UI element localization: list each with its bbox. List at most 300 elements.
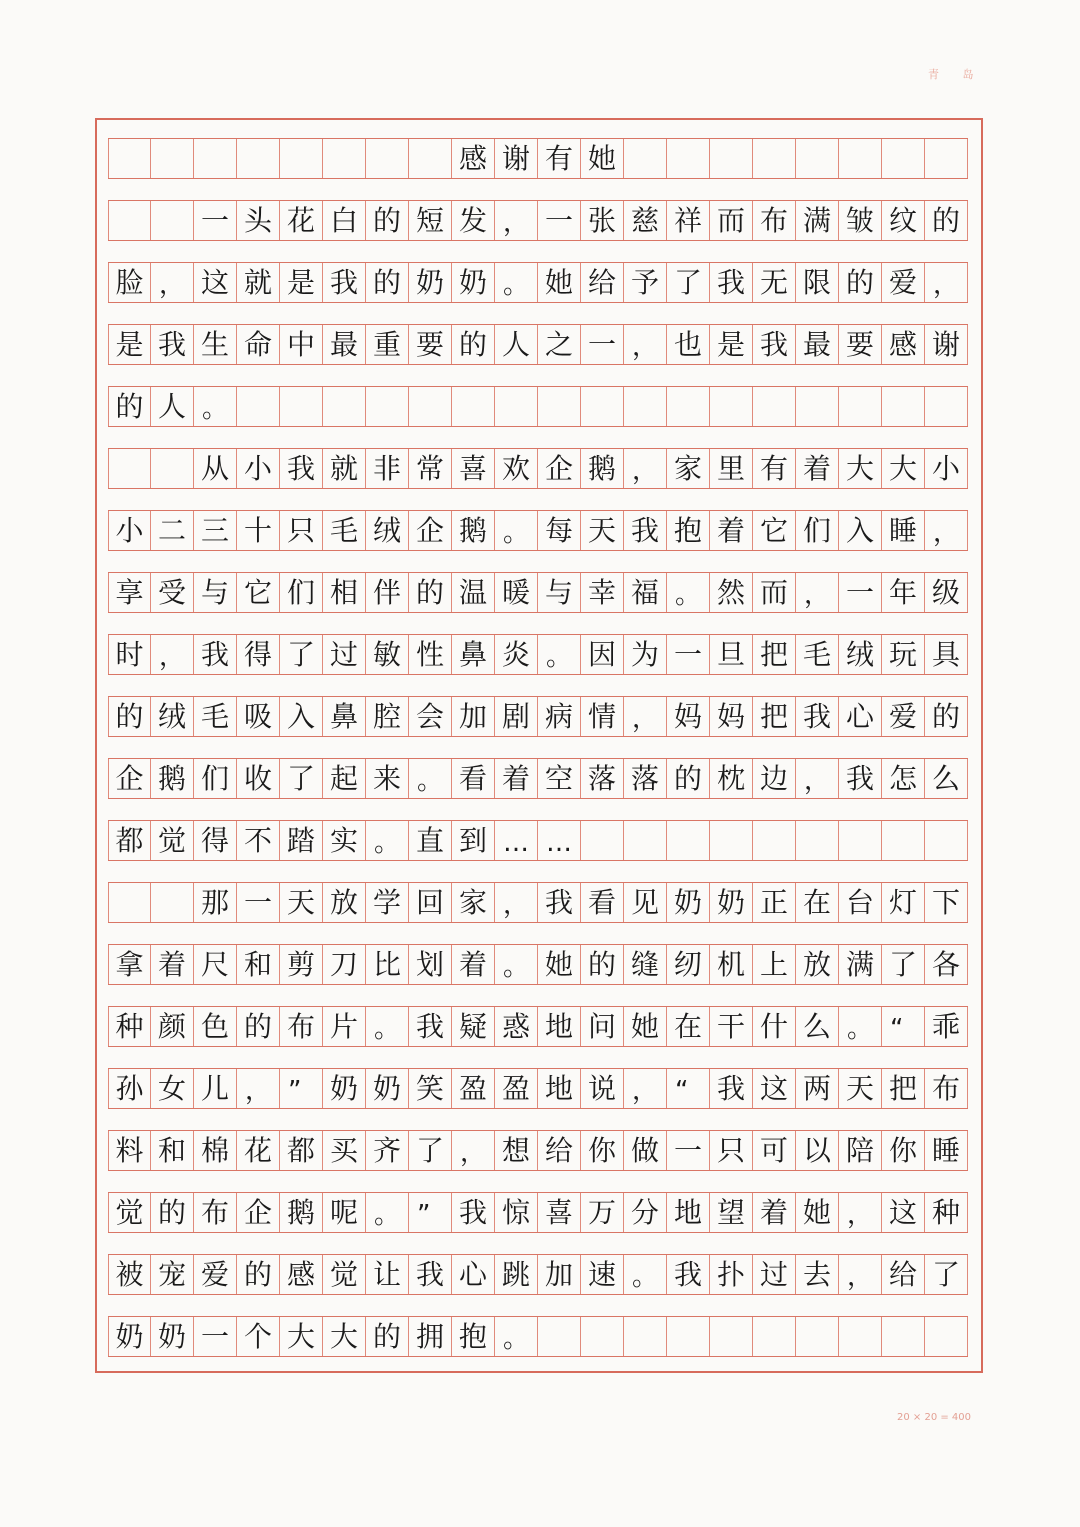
grid-cell: 感 (882, 325, 925, 364)
grid-cell (796, 387, 839, 426)
grid-cell: 得 (194, 821, 237, 860)
grid-cell: 只 (280, 511, 323, 550)
grid-cell: 的 (839, 263, 882, 302)
grid-cell: 爱 (194, 1255, 237, 1294)
grid-cell (882, 387, 925, 426)
grid-cell: 欢 (495, 449, 538, 488)
grid-cell: 从 (194, 449, 237, 488)
grid-cell: 每 (538, 511, 581, 550)
grid-cell: 具 (925, 635, 968, 674)
grid-cell: 病 (538, 697, 581, 736)
grid-cell: 。 (495, 511, 538, 550)
grid-cell: 想 (495, 1131, 538, 1170)
grid-cell: 一 (581, 325, 624, 364)
grid-cell: 是 (710, 325, 753, 364)
grid-cell: 大 (323, 1317, 366, 1356)
grid-cell: 说 (581, 1069, 624, 1108)
grid-cell: 满 (839, 945, 882, 984)
grid-cell: 布 (925, 1069, 968, 1108)
grid-cell: 空 (538, 759, 581, 798)
grid-cell: 腔 (366, 697, 409, 736)
grid-cell: 着 (710, 511, 753, 550)
grid-cell: 觉 (108, 1193, 151, 1232)
text-row (108, 1006, 968, 1047)
grid-cell: 性 (409, 635, 452, 674)
grid-cell: 盈 (452, 1069, 495, 1108)
grid-cell: 都 (280, 1131, 323, 1170)
grid-cell: 。 (624, 1255, 667, 1294)
text-row (108, 758, 968, 799)
grid-cell: 着 (452, 945, 495, 984)
grid-cell: 大 (839, 449, 882, 488)
grid-cell: 不 (237, 821, 280, 860)
grid-cell (538, 1317, 581, 1356)
text-row (108, 572, 968, 613)
grid-cell: 。 (495, 1317, 538, 1356)
grid-cell: 的 (366, 1317, 409, 1356)
grid-cell: 生 (194, 325, 237, 364)
grid-cell (581, 387, 624, 426)
title-row (108, 138, 968, 179)
grid-cell: 家 (452, 883, 495, 922)
grid-cell: ” (280, 1069, 323, 1108)
grid-cell: 在 (796, 883, 839, 922)
grid-cell: 级 (925, 573, 968, 612)
grid-cell: 敏 (366, 635, 409, 674)
grid-cell: 祥 (667, 201, 710, 240)
grid-cell: 绒 (366, 511, 409, 550)
grid-cell: 棉 (194, 1131, 237, 1170)
grid-cell: 踏 (280, 821, 323, 860)
grid-cell: 人 (151, 387, 194, 426)
grid-cell: 入 (280, 697, 323, 736)
grid-cell: 下 (925, 883, 968, 922)
grid-cell: 非 (366, 449, 409, 488)
grid-cell: 。 (366, 821, 409, 860)
grid-cell: 你 (882, 1131, 925, 1170)
grid-cell: 的 (366, 263, 409, 302)
grid-cell: 企 (237, 1193, 280, 1232)
grid-cell: 颜 (151, 1007, 194, 1046)
grid-cell: 企 (538, 449, 581, 488)
grid-cell: 和 (151, 1131, 194, 1170)
grid-cell: 了 (280, 635, 323, 674)
grid-cell: 拿 (108, 945, 151, 984)
grid-cell: 正 (753, 883, 796, 922)
grid-cell: 心 (839, 697, 882, 736)
grid-cell: ， (495, 883, 538, 922)
grid-cell: 个 (237, 1317, 280, 1356)
grid-cell (753, 1317, 796, 1356)
grid-cell: 常 (409, 449, 452, 488)
grid-cell: 的 (452, 325, 495, 364)
grid-cell (108, 139, 151, 178)
grid-cell: 。 (366, 1193, 409, 1232)
grid-cell: 相 (323, 573, 366, 612)
grid-cell: 妈 (710, 697, 753, 736)
grid-cell: 加 (538, 1255, 581, 1294)
grid-cell: 了 (882, 945, 925, 984)
grid-cell: 的 (108, 387, 151, 426)
grid-cell: 温 (452, 573, 495, 612)
grid-cell (108, 201, 151, 240)
grid-cell: 过 (323, 635, 366, 674)
text-row (108, 820, 968, 861)
grid-cell: 把 (753, 635, 796, 674)
grid-cell: 最 (796, 325, 839, 364)
grid-cell: 直 (409, 821, 452, 860)
grid-cell: 她 (538, 263, 581, 302)
grid-cell: 起 (323, 759, 366, 798)
grid-cell: 鼻 (452, 635, 495, 674)
grid-cell: 灯 (882, 883, 925, 922)
grid-cell (624, 821, 667, 860)
grid-cell: 望 (710, 1193, 753, 1232)
grid-cell: 片 (323, 1007, 366, 1046)
grid-cell: 时 (108, 635, 151, 674)
grid-cell: 是 (108, 325, 151, 364)
grid-cell: 怎 (882, 759, 925, 798)
grid-cell: 比 (366, 945, 409, 984)
grid-cell: 福 (624, 573, 667, 612)
grid-cell: ， (925, 263, 968, 302)
grid-cell: 吸 (237, 697, 280, 736)
grid-cell: 一 (667, 1131, 710, 1170)
grid-count-label: 20 × 20 = 400 (897, 1412, 972, 1423)
grid-cell: ， (624, 1069, 667, 1108)
grid-cell: 小 (925, 449, 968, 488)
grid-cell: 疑 (452, 1007, 495, 1046)
grid-cell: 奶 (108, 1317, 151, 1356)
grid-cell: 发 (452, 201, 495, 240)
grid-cell: 中 (280, 325, 323, 364)
grid-cell: 年 (882, 573, 925, 612)
text-row (108, 510, 968, 551)
manuscript-grid-paper (95, 118, 983, 1373)
grid-cell (839, 387, 882, 426)
grid-cell (237, 139, 280, 178)
grid-cell: 们 (194, 759, 237, 798)
grid-cell: 台 (839, 883, 882, 922)
grid-cell: 就 (237, 263, 280, 302)
grid-cell: 张 (581, 201, 624, 240)
grid-cell: 。 (538, 635, 581, 674)
grid-cell: 纹 (882, 201, 925, 240)
grid-cell: 一 (194, 1317, 237, 1356)
grid-cell: 睡 (882, 511, 925, 550)
grid-cell (151, 139, 194, 178)
grid-cell (753, 821, 796, 860)
grid-cell: 鹅 (581, 449, 624, 488)
grid-cell (409, 387, 452, 426)
grid-cell: 家 (667, 449, 710, 488)
grid-cell: 万 (581, 1193, 624, 1232)
grid-cell: 见 (624, 883, 667, 922)
grid-cell: 也 (667, 325, 710, 364)
grid-cell (581, 1317, 624, 1356)
grid-cell: 加 (452, 697, 495, 736)
grid-cell: 满 (796, 201, 839, 240)
grid-cell: 种 (108, 1007, 151, 1046)
grid-cell: 问 (581, 1007, 624, 1046)
grid-cell: 地 (538, 1007, 581, 1046)
grid-cell: 花 (280, 201, 323, 240)
grid-cell: 把 (882, 1069, 925, 1108)
grid-cell: 情 (581, 697, 624, 736)
grid-cell: 我 (409, 1007, 452, 1046)
grid-cell: 要 (409, 325, 452, 364)
grid-cell: 我 (538, 883, 581, 922)
grid-cell: 我 (839, 759, 882, 798)
grid-cell: 的 (151, 1193, 194, 1232)
grid-cell (151, 201, 194, 240)
grid-cell: 的 (925, 697, 968, 736)
grid-cell: ， (925, 511, 968, 550)
grid-cell: 那 (194, 883, 237, 922)
grid-cell (925, 1317, 968, 1356)
grid-cell: 的 (667, 759, 710, 798)
grid-cell: 享 (108, 573, 151, 612)
grid-cell: 你 (581, 1131, 624, 1170)
grid-cell: 我 (280, 449, 323, 488)
grid-cell: 。 (495, 263, 538, 302)
grid-cell: 感 (452, 139, 495, 178)
grid-cell: 一 (194, 201, 237, 240)
grid-cell: 。 (495, 945, 538, 984)
grid-cell: 做 (624, 1131, 667, 1170)
grid-cell (925, 139, 968, 178)
grid-cell: 么 (796, 1007, 839, 1046)
grid-cell: 鹅 (151, 759, 194, 798)
grid-cell: 奶 (366, 1069, 409, 1108)
grid-cell: 我 (323, 263, 366, 302)
grid-cell (839, 1317, 882, 1356)
grid-cell: 她 (538, 945, 581, 984)
grid-cell: 我 (710, 1069, 753, 1108)
grid-cell (667, 139, 710, 178)
grid-cell: 缝 (624, 945, 667, 984)
grid-cell: 。 (667, 573, 710, 612)
grid-cell: 天 (581, 511, 624, 550)
grid-cell: 我 (753, 325, 796, 364)
grid-cell: 我 (194, 635, 237, 674)
grid-cell: 限 (796, 263, 839, 302)
grid-cell (409, 139, 452, 178)
grid-cell: 因 (581, 635, 624, 674)
grid-cell: 奶 (323, 1069, 366, 1108)
grid-cell: 这 (194, 263, 237, 302)
text-row (108, 1130, 968, 1171)
grid-cell: ， (495, 201, 538, 240)
grid-cell: 最 (323, 325, 366, 364)
grid-cell (624, 387, 667, 426)
grid-cell: ， (796, 759, 839, 798)
grid-cell: 干 (710, 1007, 753, 1046)
grid-cell: 放 (323, 883, 366, 922)
grid-cell: 跳 (495, 1255, 538, 1294)
grid-cell: 会 (409, 697, 452, 736)
grid-cell: 奶 (452, 263, 495, 302)
grid-cell: 扑 (710, 1255, 753, 1294)
grid-cell (796, 139, 839, 178)
grid-cell: 色 (194, 1007, 237, 1046)
grid-cell (667, 1317, 710, 1356)
grid-cell: 爱 (882, 697, 925, 736)
grid-cell: 们 (280, 573, 323, 612)
grid-cell: 大 (882, 449, 925, 488)
grid-cell: 和 (237, 945, 280, 984)
grid-cell: 。 (409, 759, 452, 798)
text-row (108, 1254, 968, 1295)
grid-cell: 她 (581, 139, 624, 178)
grid-cell: 给 (882, 1255, 925, 1294)
grid-cell: 就 (323, 449, 366, 488)
grid-cell (667, 387, 710, 426)
grid-cell (925, 821, 968, 860)
grid-cell: “ (882, 1007, 925, 1046)
grid-cell: 喜 (538, 1193, 581, 1232)
grid-cell: 暖 (495, 573, 538, 612)
grid-cell: 买 (323, 1131, 366, 1170)
grid-cell (796, 821, 839, 860)
grid-cell: 看 (452, 759, 495, 798)
grid-cell: 都 (108, 821, 151, 860)
grid-cell: 布 (194, 1193, 237, 1232)
grid-cell: 的 (409, 573, 452, 612)
grid-cell (624, 139, 667, 178)
grid-cell: 学 (366, 883, 409, 922)
grid-cell: 的 (366, 201, 409, 240)
grid-cell: 着 (495, 759, 538, 798)
grid-cell: 有 (753, 449, 796, 488)
grid-cell: 了 (409, 1131, 452, 1170)
grid-cell: 玩 (882, 635, 925, 674)
grid-cell (538, 387, 581, 426)
grid-cell: 只 (710, 1131, 753, 1170)
grid-cell: 心 (452, 1255, 495, 1294)
grid-cell: 纫 (667, 945, 710, 984)
grid-cell: 伴 (366, 573, 409, 612)
grid-cell: 喜 (452, 449, 495, 488)
grid-cell: 睡 (925, 1131, 968, 1170)
grid-cell: 奶 (151, 1317, 194, 1356)
grid-cell: 与 (538, 573, 581, 612)
text-row (108, 200, 968, 241)
grid-cell: 去 (796, 1255, 839, 1294)
page-label: 青 岛 (928, 68, 984, 81)
grid-cell: ， (624, 697, 667, 736)
grid-cell: 入 (839, 511, 882, 550)
grid-cell: 一 (237, 883, 280, 922)
grid-cell: 给 (538, 1131, 581, 1170)
grid-cell: 我 (624, 511, 667, 550)
grid-cell: 毛 (323, 511, 366, 550)
grid-cell (151, 449, 194, 488)
grid-cell: 脸 (108, 263, 151, 302)
grid-cell: ， (624, 449, 667, 488)
grid-cell: ， (624, 325, 667, 364)
grid-cell: 奶 (667, 883, 710, 922)
grid-cell (710, 821, 753, 860)
grid-cell (280, 139, 323, 178)
grid-cell (796, 1317, 839, 1356)
grid-cell: 为 (624, 635, 667, 674)
grid-cell: 回 (409, 883, 452, 922)
grid-cell: 着 (796, 449, 839, 488)
grid-cell: 一 (839, 573, 882, 612)
grid-cell: 毛 (194, 697, 237, 736)
grid-cell (108, 449, 151, 488)
grid-cell: 速 (581, 1255, 624, 1294)
grid-cell: 惑 (495, 1007, 538, 1046)
grid-cell: 到 (452, 821, 495, 860)
grid-cell: 绒 (151, 697, 194, 736)
grid-cell: ， (796, 573, 839, 612)
grid-cell: 我 (796, 697, 839, 736)
grid-cell: 儿 (194, 1069, 237, 1108)
grid-cell (753, 139, 796, 178)
grid-cell: 它 (237, 573, 280, 612)
text-row (108, 696, 968, 737)
grid-cell: 拥 (409, 1317, 452, 1356)
grid-cell: 觉 (151, 821, 194, 860)
grid-cell (925, 387, 968, 426)
grid-cell: 着 (753, 1193, 796, 1232)
grid-cell (710, 387, 753, 426)
grid-cell: 惊 (495, 1193, 538, 1232)
grid-cell: 我 (409, 1255, 452, 1294)
grid-cell: … (538, 821, 581, 860)
grid-cell: 被 (108, 1255, 151, 1294)
grid-cell: 的 (237, 1007, 280, 1046)
grid-cell: 而 (753, 573, 796, 612)
grid-cell: 机 (710, 945, 753, 984)
grid-cell: 么 (925, 759, 968, 798)
grid-cell (237, 387, 280, 426)
grid-cell: 小 (108, 511, 151, 550)
grid-cell: 白 (323, 201, 366, 240)
grid-cell: 谢 (495, 139, 538, 178)
grid-cell: 孙 (108, 1069, 151, 1108)
grid-cell: 呢 (323, 1193, 366, 1232)
grid-cell: 。 (839, 1007, 882, 1046)
grid-cell (667, 821, 710, 860)
grid-cell: 女 (151, 1069, 194, 1108)
grid-cell (366, 139, 409, 178)
grid-cell: 鹅 (452, 511, 495, 550)
grid-cell: 她 (624, 1007, 667, 1046)
grid-cell: 与 (194, 573, 237, 612)
grid-cell: 大 (280, 1317, 323, 1356)
grid-cell: 企 (108, 759, 151, 798)
grid-cell (581, 821, 624, 860)
grid-cell (882, 821, 925, 860)
grid-cell: 我 (151, 325, 194, 364)
grid-cell: 觉 (323, 1255, 366, 1294)
grid-cell (882, 139, 925, 178)
grid-cell: 抱 (667, 511, 710, 550)
grid-cell: 一 (538, 201, 581, 240)
grid-cell: 的 (108, 697, 151, 736)
grid-cell: 在 (667, 1007, 710, 1046)
grid-cell: 的 (581, 945, 624, 984)
grid-cell: “ (667, 1069, 710, 1108)
grid-cell: 落 (581, 759, 624, 798)
grid-cell: 两 (796, 1069, 839, 1108)
grid-cell (753, 387, 796, 426)
grid-cell: 她 (796, 1193, 839, 1232)
grid-cell (624, 1317, 667, 1356)
